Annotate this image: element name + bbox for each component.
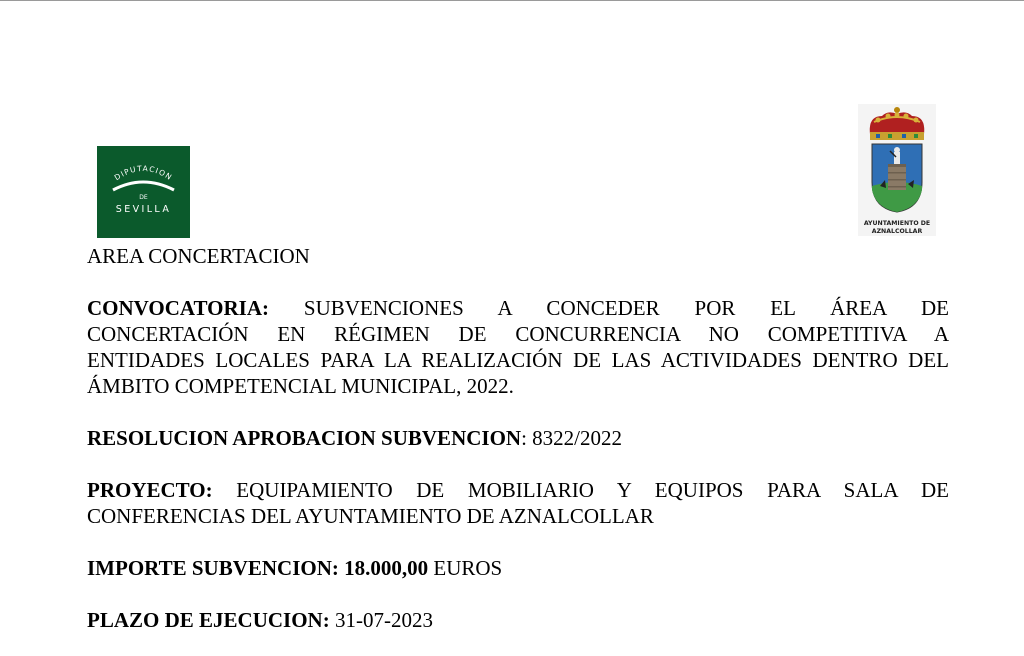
logo-text-aznalcollar: AZNALCOLLAR [871,228,923,235]
resolucion-block [87,425,949,451]
plazo-label: PLAZO DE EJECUCION: [87,608,330,632]
convocatoria-text-1: SUBVENCIONES A CONCEDER POR EL ÁREA DE [303,296,949,320]
diputacion-sevilla-logo [97,146,190,238]
area-text: AREA CONCERTACION [87,244,310,268]
logo-text-sevilla: SEVILLA [115,204,172,215]
convocatoria-line-2: CONCERTACIÓN EN RÉGIMEN DE CONCURRENCIA NO COMPETITIVA A [87,322,949,346]
logo-text-de: DE [139,194,148,201]
area-heading [87,243,949,269]
proyecto-line-1 [87,477,949,503]
resolucion-line [87,425,949,451]
proyecto-text-1: EQUIPAMIENTO DE MOBILIARIO Y EQUIPOS PARA SALA DE [236,478,950,502]
proyecto-block [87,477,949,529]
logo-text-ayuntamiento: AYUNTAMIENTO DE [863,220,931,227]
plazo-block [87,607,949,633]
logo-text-diputacion: DIPUTACION [112,163,175,183]
importe-unit: EUROS [428,556,503,580]
convocatoria-label: CONVOCATORIA: [87,296,269,320]
convocatoria-line-3: ENTIDADES LOCALES PARA LA REALIZACIÓN DE LAS ACTIVIDADES DENTRO DEL [87,348,949,372]
convocatoria-line-4: ÁMBITO COMPETENCIAL MUNICIPAL, 2022. [87,374,514,398]
plazo-line [87,607,949,633]
plazo-value: 31-07-2023 [329,608,433,632]
convocatoria-block [87,295,949,399]
convocatoria-line-1 [87,295,949,321]
shield-icon [872,144,922,212]
importe-block [87,555,949,581]
importe-label: IMPORTE SUBVENCION: [87,556,339,580]
proyecto-label: PROYECTO: [87,478,213,502]
importe-amount: 18.000,00 [344,556,429,580]
top-border [0,0,1024,1]
proyecto-line-2: CONFERENCIAS DEL AYUNTAMIENTO DE AZNALCOLLAR [87,504,654,528]
importe-line [87,555,949,581]
resolucion-value: : 8322/2022 [521,426,622,450]
ayuntamiento-aznalcollar-coat-of-arms [858,104,936,236]
resolucion-label: RESOLUCION APROBACION SUBVENCION [87,426,522,450]
svg-text:DIPUTACION [113,164,174,182]
